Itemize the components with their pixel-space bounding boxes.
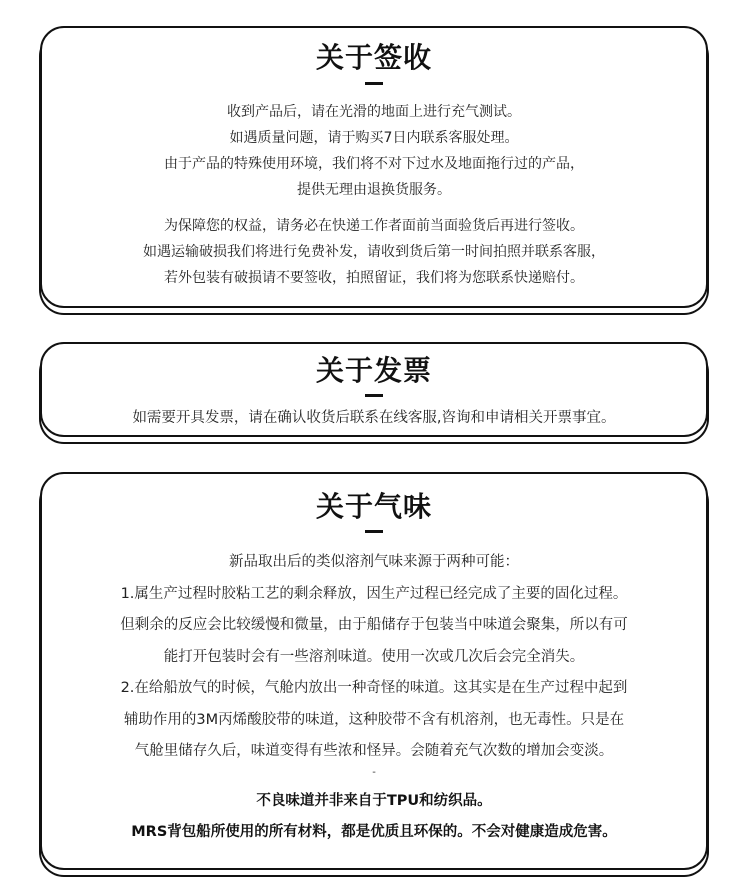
sign-paragraph-2: [42, 213, 706, 291]
smell-section-title: 关于气味: [315, 490, 432, 523]
smell-text-line: 气舱里储存久后，味道变得有些浓和怪异。会随着充气次数的增加会变淡。: [134, 743, 614, 759]
smell-text-line: 新品取出后的类似溶剂气味来源于两种可能：: [229, 554, 519, 570]
smell-text-line: 1.属生产过程时胶粘工艺的剩余释放，因生产过程已经完成了主要的固化过程。: [120, 585, 628, 602]
invoice-section-card: [40, 342, 708, 437]
sign-section-title: 关于签收: [315, 41, 432, 74]
sign-section-card: [40, 26, 708, 308]
smell-emphasis: [42, 786, 706, 848]
sign-text-line: 为保障您的权益，请务必在快递工作者面前当面验货后再进行签收。: [164, 218, 584, 234]
title-underline: [365, 530, 383, 533]
sign-text-line: 提供无理由退换货服务。: [297, 182, 451, 198]
sign-paragraph-1: [42, 99, 706, 203]
title-underline: [365, 394, 383, 397]
smell-bold-line: MRS背包船所使用的所有材料，都是优质且环保的。不会对健康造成危害。: [131, 823, 617, 840]
smell-bold-line: 不良味道并非来自于TPU和纺织品。: [256, 792, 492, 809]
sign-text-line: 由于产品的特殊使用环境，我们将不对下过水及地面拖行过的产品，: [164, 156, 584, 172]
smell-text-line: 能打开包装时会有一些溶剂味道。使用一次或几次后会完全消失。: [163, 648, 585, 665]
smell-text-line: 2.在给船放气的时候，气舱内放出一种奇怪的味道。这其实是在生产过程中起到: [120, 680, 628, 696]
sign-text-line: 若外包装有破损请不要签收，拍照留证，我们将为您联系快递赔付。: [164, 270, 584, 286]
smell-paragraph: [42, 547, 706, 768]
invoice-section-title: 关于发票: [315, 354, 432, 387]
smell-text-line: 但剩余的反应会比较缓慢和微量，由于船储存于包装当中味道会聚集，所以有可: [120, 617, 628, 633]
separator-mark: -: [372, 766, 376, 778]
title-underline: [365, 82, 383, 85]
smell-text-line: 辅助作用的3M丙烯酸胶带的味道，这种胶带不含有机溶剂，也无毒性。只是在: [123, 711, 625, 728]
invoice-text: 如需要开具发票，请在确认收货后联系在线客服,咨询和申请相关开票事宜。: [132, 410, 616, 426]
smell-section-card: [40, 472, 708, 870]
sign-text-line: 如遇运输破损我们将进行免费补发，请收到货后第一时间拍照并联系客服，: [143, 244, 605, 260]
sign-text-line: 收到产品后，请在光滑的地面上进行充气测试。: [227, 104, 521, 120]
sign-text-line: 如遇质量问题，请于购买7日内联系客服处理。: [229, 130, 519, 146]
